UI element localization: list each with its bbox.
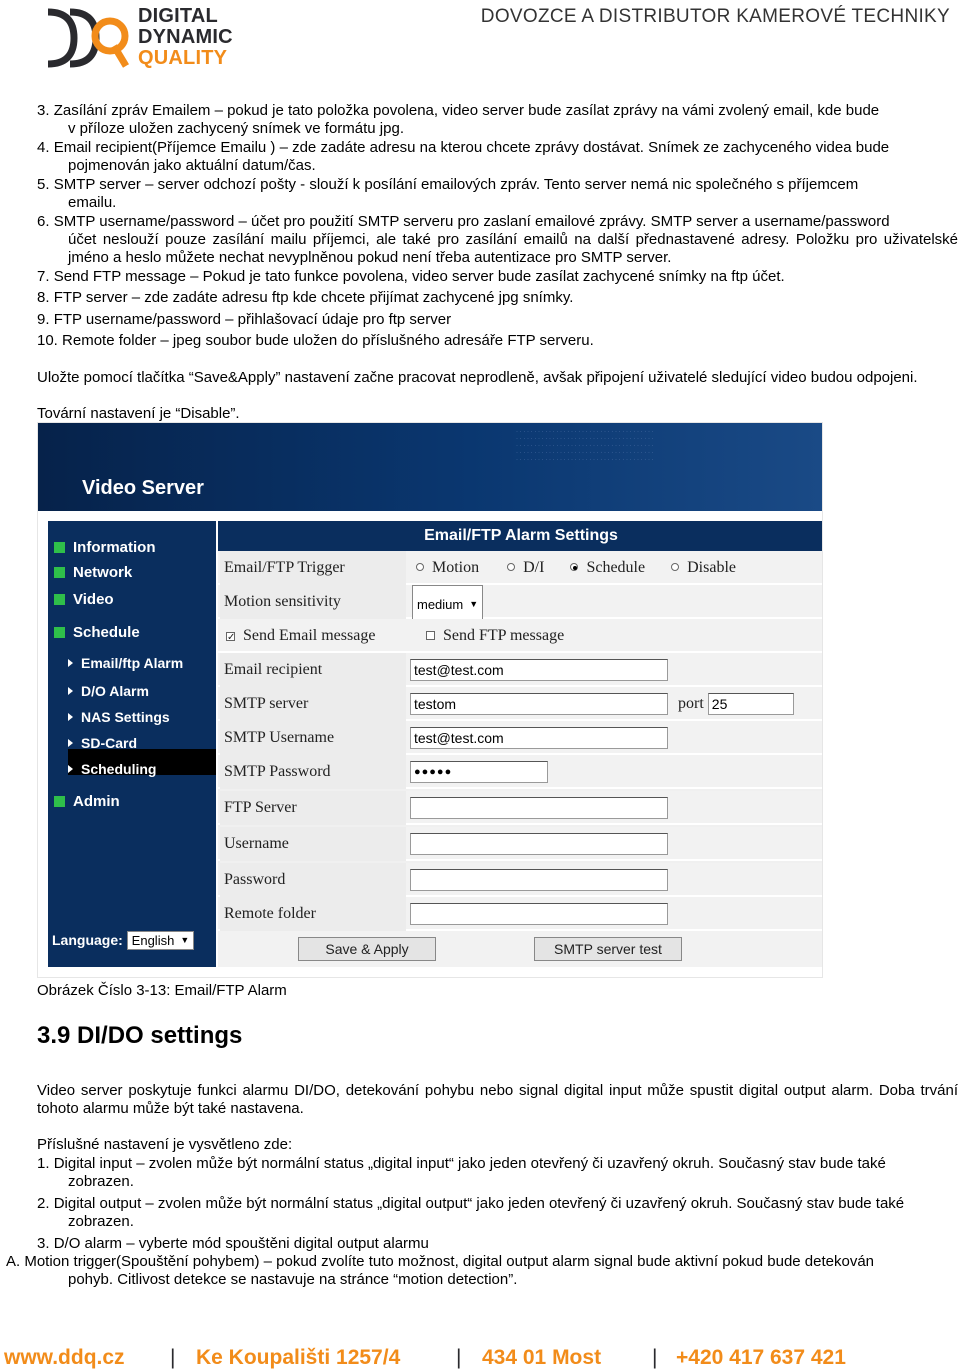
list-item: 3. D/O alarm – vyberte mód spouštěni digital output alarmu [37,1235,429,1252]
email-ftp-settings-panel [218,521,823,967]
footer-separator: | [652,1346,658,1369]
ftp-username-row [218,827,823,861]
arrow-right-icon [68,659,73,667]
ftp-password-input[interactable] [410,869,668,891]
radio-schedule[interactable]: Schedule [570,559,645,576]
action-buttons-row [218,931,823,967]
radio-selected-icon [570,563,578,571]
smtp-username-label: SMTP Username [220,721,406,755]
checkbox-checked-icon: ✓ [227,632,236,643]
item-a: A. Motion trigger(Spouštění pohybem) – pokud zvolíte tuto možnost, digital output alarm signal bude aktivní pokud bude detekován [6,1253,875,1270]
radio-icon [416,563,424,571]
sensitivity-field [412,585,483,619]
radio-motion[interactable]: Motion [416,559,479,576]
banner-title: Video Server [82,477,204,499]
video-server-sidebar [48,521,216,967]
list-item-continuation: pojmenován jako aktuální datum/čas. [68,157,316,174]
logo-line-3: QUALITY [138,47,228,69]
email-ftp-alarm-screenshot [37,422,823,978]
ftp-username-label: Username [220,827,406,861]
trigger-label: Email/FTP Trigger [220,551,406,585]
email-recipient-input[interactable]: test@test.com [410,659,668,681]
item-a-continuation: pohyb. Citlivost detekce se nastavuje na stránce “motion detection”. [68,1271,518,1288]
sidebar-item-schedule[interactable]: Schedule [54,624,140,641]
list-item-continuation: účet neslouží pouze zasílání mailu příjemci, ale také pro zasílání emailů na další přednastavené adresy. Položku pro uživatelské jméno a heslo můžete nechat nevyplněnou pokud není třeba autentizace pro SMTP server. [68,231,958,266]
list-item: 1. Digital input – zvolen může být normální status „digital input“ jako jeden otevřený či uzavřený okruh. Současný stav bude také [37,1155,886,1172]
ftp-password-row [218,863,823,897]
list-item: 2. Digital output – zvolen může být normální status „digital output“ jako jeden otevřený či uzavřený okruh. Současný stav bude také [37,1195,905,1212]
list-item-continuation: zobrazen. [68,1213,134,1230]
ddq-logo-icon [44,6,130,70]
green-bullet-icon [54,567,65,578]
logo-wordmark [138,6,233,69]
arrow-right-icon [68,713,73,721]
language-selector [52,931,194,950]
figure-caption: Obrázek Číslo 3-13: Email/FTP Alarm [37,982,287,999]
list-item-continuation: v příloze uložen zachycený snímek ve formátu jpg. [68,120,404,137]
ftp-server-row [218,791,823,825]
remote-folder-row [218,897,823,931]
sidebar-item-information[interactable]: Information [54,539,156,556]
radio-disable[interactable]: Disable [671,559,736,576]
sidebar-item-video[interactable]: Video [54,591,114,608]
ftp-server-input[interactable] [410,797,668,819]
radio-icon [507,563,515,571]
green-bullet-icon [54,796,65,807]
footer-phone: +420 417 637 421 [676,1346,846,1369]
sidebar-item-scheduling[interactable]: Scheduling [68,761,156,777]
port-input[interactable]: 25 [708,693,794,715]
smtp-username-row [218,721,823,755]
smtp-test-button[interactable]: SMTP server test [534,937,682,961]
sidebar-item-sd-card[interactable]: SD-Card [68,735,137,751]
intro-paragraph: Video server poskytuje funkci alarmu DI/DO, detekování pohybu nebo signal digital input může spustit digital output alarm. Doba trvání tohoto alarmu může být také nastavena. [37,1082,958,1117]
sidebar-item-email-ftp-alarm[interactable]: Email/ftp Alarm [68,655,183,671]
smtp-password-label: SMTP Password [220,755,406,789]
sensitivity-row [218,585,823,619]
smtp-username-input[interactable]: test@test.com [410,727,668,749]
list-item: 9. FTP username/password – přihlašovací údaje pro ftp server [37,311,452,328]
send-ftp-option[interactable]: Send FTP message [426,619,564,653]
green-bullet-icon [54,542,65,553]
sensitivity-select[interactable]: medium ▼ [412,585,483,624]
arrow-right-icon [68,765,73,773]
dropdown-arrow-icon: ▼ [469,599,479,609]
arrow-right-icon [68,739,73,747]
radio-icon [671,563,679,571]
banner-decoration: · · · · · · · · · · · · · · · · · · · · · · · · · · · · · · · · · · · · · · · · · · · · · · · · · · · · · · · · · · · · · · · · · · · · · · · · · · · · · · · · · · · · · · · · · · · · · · · · · · · · · · · · · · · · · · · · · · · · · · · · · · · · · · · · · · · · · · · · · · · · · · · · · · · · · · · · · · · · · · · · · · · · · · · · · · · · · · · · · · · · · · · · · · · · · · [516,429,654,463]
logo-line-2: DYNAMIC [138,26,233,48]
save-note: Uložte pomocí tlačítka “Save&Apply” nastavení začne pracovat neprodleně, avšak připojení uživatelé sledující video budou odpojeni. [37,369,918,386]
list-item: 8. FTP server – zde zadáte adresu ftp kde chcete přijímat zachycené jpg snímky. [37,289,574,306]
green-bullet-icon [54,594,65,605]
footer-address: Ke Koupališti 1257/4 [196,1346,401,1369]
list-item-continuation: emailu. [68,194,117,211]
radio-di[interactable]: D/I [507,559,544,576]
footer-separator: | [456,1346,462,1369]
header-tagline: DOVOZCE A DISTRIBUTOR KAMEROVÉ TECHNIKY [480,6,950,27]
sidebar-item-nas-settings[interactable]: NAS Settings [68,709,170,725]
list-item: 6. SMTP username/password – účet pro použití SMTP serveru pro zaslaní emailové zprávy. SMTP server a username/password [37,213,890,230]
language-label: Language: [52,932,123,948]
ftp-password-label: Password [220,863,406,897]
smtp-server-input[interactable]: testom [410,693,668,715]
list-item: 4. Email recipient(Příjemce Emailu ) – zde zadáte adresu na kterou chcete zprávy dostávat. Snímek ze zachyceného videa bude [37,139,890,156]
port-field [678,687,794,721]
port-label: port [678,695,704,712]
sensitivity-label: Motion sensitivity [220,585,406,619]
list-item: 7. Send FTP message – Pokud je tato funkce povolena, video server bude zasílat zachycené snímky na ftp účet. [37,268,785,285]
checkbox-icon [426,631,435,640]
smtp-server-row [218,687,823,721]
remote-folder-input[interactable] [410,903,668,925]
footer-web[interactable]: www.ddq.cz [4,1346,125,1369]
arrow-right-icon [68,687,73,695]
video-server-banner [38,423,823,511]
trigger-options [416,551,736,585]
sidebar-item-admin[interactable]: Admin [54,793,120,810]
list-item: 10. Remote folder – jpeg soubor bude uložen do příslušného adresáře FTP serveru. [37,332,594,349]
logo-line-1: DIGITAL [138,5,218,27]
ftp-server-label: FTP Server [220,791,406,825]
remote-folder-label: Remote folder [220,897,406,931]
send-email-option[interactable]: ✓ Send Email message [227,627,376,644]
footer-city: 434 01 Most [482,1346,602,1369]
language-select[interactable]: English ▼ [127,931,195,950]
smtp-password-row [218,755,823,789]
list-item: 3. Zasílání zpráv Emailem – pokud je tato položka povolena, video server bude zasílat zprávy na vámi zvolený email, kde bude [37,102,880,119]
list-item-continuation: zobrazen. [68,1173,134,1190]
panel-title: Email/FTP Alarm Settings [218,521,823,551]
email-recipient-row [218,653,823,687]
green-bullet-icon [54,627,65,638]
smtp-server-label: SMTP server [220,687,406,721]
dropdown-arrow-icon: ▼ [180,935,190,945]
email-recipient-label: Email recipient [220,653,406,687]
list-item: 5. SMTP server – server odchozí pošty - slouží k posílání emailových zpráv. Tento server nemá nic společného s příjemcem [37,176,859,193]
footer-separator: | [170,1346,176,1369]
factory-note: Tovární nastavení je “Disable”. [37,405,240,422]
sidebar-item-do-alarm[interactable]: D/O Alarm [68,683,149,699]
smtp-password-input[interactable]: ●●●●● [410,761,548,783]
sidebar-item-network[interactable]: Network [54,564,132,581]
section-heading: 3.9 DI/DO settings [37,1022,243,1049]
trigger-row [218,551,823,585]
send-options-row [218,619,823,653]
settings-intro: Příslušné nastavení je vysvětleno zde: [37,1136,293,1153]
save-apply-button[interactable]: Save & Apply [298,937,436,961]
page-header [0,0,960,80]
page-footer [0,1346,960,1370]
ftp-username-input[interactable] [410,833,668,855]
